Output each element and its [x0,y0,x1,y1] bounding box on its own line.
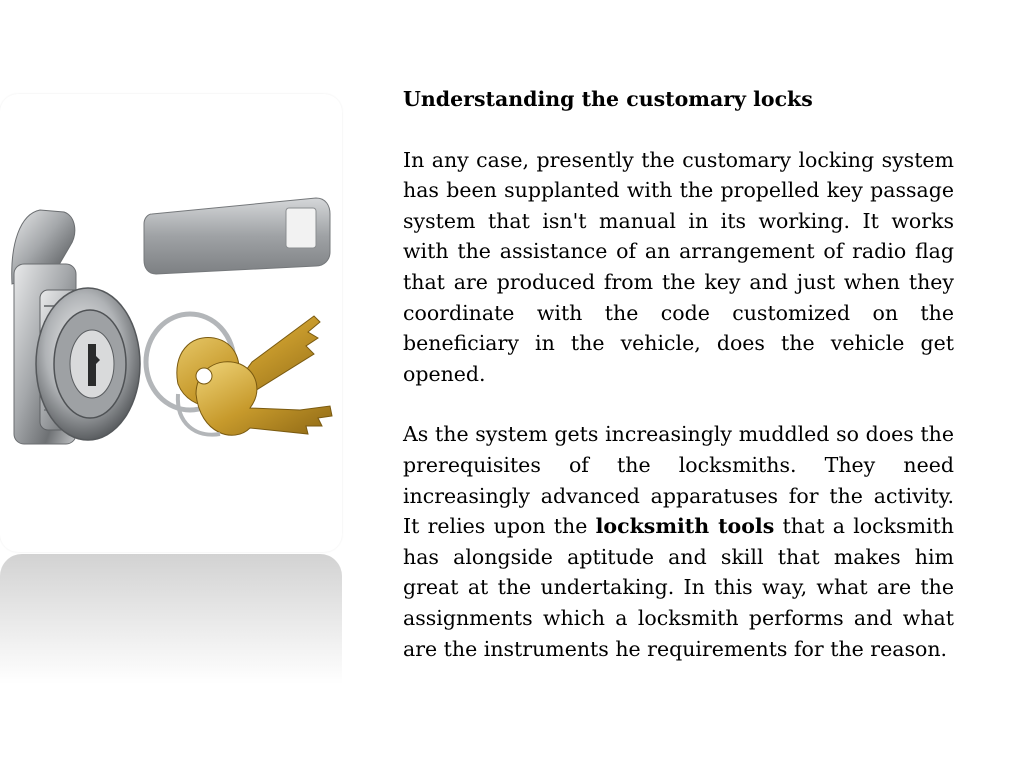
paragraph-2 [403,419,954,664]
photo-reflection [0,554,342,684]
cam-lock-keys-illustration [0,94,342,552]
article-heading: Understanding the customary locks [403,87,813,111]
paragraph-2-text-end: that a locksmith has alongside aptitude and skill that makes him great at the undertaking. In this way, what are the assignments which a locksmith performs and what are the instruments he requirements for the reason. [403,514,955,661]
locksmith-tools-highlight: locksmith tools [595,514,775,539]
paragraph-1: In any case, presently the customary locking system has been supplanted with the propelled key passage system that isn't manual in its working. It works with the assistance of an arrangement of radio flag that are produced from the key and just when they coordinate with the code customized on the beneficiary in the vehicle, does the vehicle get opened. [403,147,954,386]
cam-plate [144,198,330,274]
paragraph-2-text-start: As the system gets increasingly muddled so does the prerequisites of the locksmiths. They need increasingly advanced apparatuses for the activity. It relies upon the [403,422,954,539]
lock-photo [0,94,342,552]
article-text [403,84,954,694]
brass-keys [177,316,332,435]
